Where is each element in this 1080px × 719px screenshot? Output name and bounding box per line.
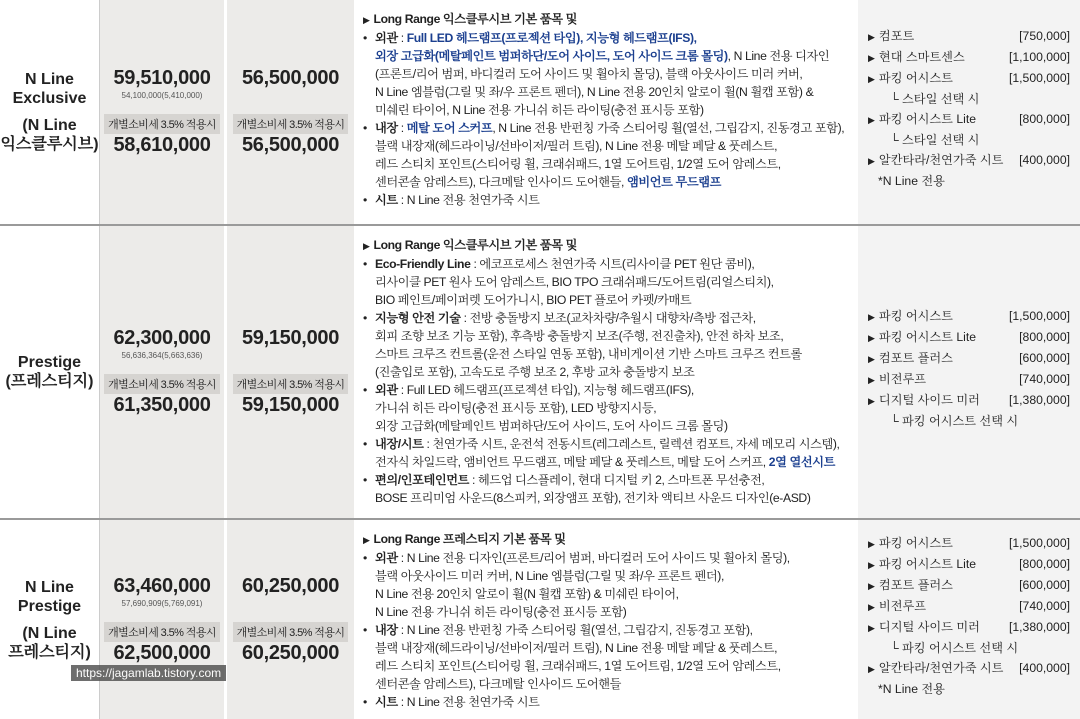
option-condition: └ 스타일 선택 시 [890, 92, 980, 106]
option-name-text: 파킹 어시스트 Lite [878, 557, 976, 571]
features-heading [363, 10, 850, 29]
price-column-base [100, 226, 226, 518]
feature-highlight: Full LED 헤드램프(프로젝션 타입), 지능형 헤드램프(IFS), [406, 31, 697, 45]
option-name-text: 비전루프 [878, 372, 927, 386]
option-item [868, 306, 1070, 327]
option-price: [1,500,000] [1009, 71, 1070, 85]
feature-line [375, 417, 850, 435]
feature-text: : N Line 전용 천연가죽 시트 [397, 695, 540, 709]
bullet-dot-icon: • [363, 623, 367, 637]
feature-text: 레드 스티치 포인트(스티어링 휠, 크래쉬패드, 1열 도어트림, 1/2열 도어 암레스트, [375, 659, 781, 673]
feature-text: BIO 페인트/페이퍼렛 도어가니시, BIO PET 플로어 카펫/카매트 [375, 293, 692, 307]
tax-applied-badge: 개별소비세 3.5% 적용시 [104, 622, 220, 642]
option-name [868, 575, 953, 596]
triangle-bullet-icon: ▶ [868, 156, 875, 166]
option-name [868, 150, 1003, 171]
option-note: *N Line 전용 [878, 682, 945, 696]
features-heading-text: Long Range 익스클루시브 기본 품목 및 [373, 12, 577, 26]
feature-line [375, 567, 850, 585]
option-name-text: 현대 스마트센스 [878, 50, 965, 64]
bullet-dot-icon: • [363, 121, 367, 135]
feature-key: 내장/시트 [375, 437, 424, 451]
subsidy-price-tax-applied: 56,500,000 [241, 134, 340, 156]
price-column-subsidy [227, 0, 354, 224]
feature-line [375, 399, 850, 417]
option-item [868, 617, 1070, 638]
option-name [868, 596, 926, 617]
trim-name-line: (프레스티지) [5, 373, 94, 390]
base-price: 63,460,000 [113, 574, 211, 597]
feature-line [375, 621, 850, 639]
feature-text: : 천연가죽 시트, 운전석 전동시트(레그레스트, 릴렉션 컴포트, 자세 메모리 시스템), [423, 437, 840, 451]
triangle-bullet-icon: ▶ [868, 560, 875, 570]
trim-row-n-line-exclusive [0, 0, 1080, 226]
trim-name [0, 226, 100, 518]
triangle-bullet-icon: ▶ [868, 396, 875, 406]
feature-line [375, 29, 850, 47]
feature-text: : 헤드업 디스플레이, 현대 디지털 키 2, 스마트폰 무선충전, [468, 473, 765, 487]
option-name [868, 369, 926, 390]
base-price-tax-applied: 62,500,000 [113, 641, 211, 664]
feature-key: 내장 [375, 623, 398, 637]
trim-name-line: (N Line [22, 117, 77, 134]
feature-item [363, 309, 850, 381]
feature-line [375, 65, 850, 83]
price-column-base [100, 520, 226, 719]
options-inner [868, 226, 1070, 431]
trim-row-n-line-prestige [0, 520, 1080, 719]
options-list [858, 226, 1080, 518]
feature-line [375, 345, 850, 363]
option-item [868, 150, 1070, 171]
feature-line [375, 137, 850, 155]
feature-item [363, 471, 850, 507]
option-price: [1,100,000] [1009, 50, 1070, 64]
feature-line [375, 173, 850, 191]
tax-applied-badge: 개별소비세 3.5% 적용시 [233, 622, 349, 642]
feature-text: : 전방 충돌방지 보조(교차차량/추월시 대향차/측방 접근차, [460, 311, 756, 325]
option-name [868, 348, 953, 369]
feature-text: : N Line 전용 반펀칭 가죽 스티어링 휠(열선, 그립감지, 진동경고 포함), [397, 623, 753, 637]
feature-line [375, 675, 850, 693]
feature-line [375, 471, 850, 489]
triangle-bullet-icon: ▶ [363, 15, 370, 25]
feature-line [375, 273, 850, 291]
subsidy-spacer [289, 351, 291, 360]
option-item [868, 575, 1070, 596]
option-item [868, 348, 1070, 369]
features-heading [363, 236, 850, 255]
bullet-dot-icon: • [363, 551, 367, 565]
feature-highlight: 2열 열선시트 [768, 455, 835, 469]
feature-text: 미쉐린 타이어, N Line 전용 가니쉬 히든 라이팅(충전 표시등 포함) [375, 103, 704, 117]
base-price: 62,300,000 [113, 327, 211, 349]
feature-key: 외관 [375, 31, 398, 45]
feature-item [363, 549, 850, 621]
triangle-bullet-icon: ▶ [363, 241, 370, 251]
option-item [868, 47, 1070, 68]
option-name [868, 554, 976, 575]
option-note: *N Line 전용 [878, 174, 945, 188]
feature-line [375, 291, 850, 309]
option-item [868, 596, 1070, 617]
feature-key: 지능형 안전 기술 [375, 311, 461, 325]
feature-text: 외장 고급화(메탈페인트 범퍼하단/도어 사이드, 도어 사이드 크롬 몰딩) [375, 419, 728, 433]
trim-name-line: 프레스티지) [8, 643, 91, 661]
feature-text: 레드 스티치 포인트(스티어링 휠, 크래쉬패드, 1열 도어트림, 1/2열 도어 암레스트, [375, 157, 781, 171]
triangle-bullet-icon: ▶ [868, 602, 875, 612]
option-name [868, 68, 953, 89]
option-price: [400,000] [1019, 153, 1070, 167]
feature-line [375, 603, 850, 621]
option-name-text: 디지털 사이드 미러 [878, 620, 980, 634]
option-name-text: 파킹 어시스트 Lite [878, 112, 976, 126]
option-item [868, 369, 1070, 390]
triangle-bullet-icon: ▶ [868, 74, 875, 84]
feature-text: , N Line 전용 반펀칭 가죽 스티어링 휠(열선, 그립감지, 진동경고 포함), [492, 121, 845, 135]
bullet-dot-icon: • [363, 473, 367, 487]
option-name-text: 비전루프 [878, 599, 927, 613]
feature-line [375, 639, 850, 657]
option-name-text: 알칸타라/천연가죽 시트 [878, 153, 1004, 167]
option-item [868, 68, 1070, 89]
feature-line [375, 155, 850, 173]
feature-item [363, 693, 850, 711]
feature-text: 리사이클 PET 원사 도어 암레스트, BIO TPO 크래쉬패드/도어트림(리얼스티치), [375, 275, 774, 289]
option-condition: └ 파킹 어시스트 선택 시 [890, 414, 1019, 428]
feature-text: 전자식 차일드락, 앰비언트 무드램프, 메탈 페달 & 풋레스트, 메탈 도어 스커프, [375, 455, 769, 469]
option-name-text: 디지털 사이드 미러 [878, 393, 980, 407]
feature-key: 내장 [375, 121, 398, 135]
triangle-bullet-icon: ▶ [868, 664, 875, 674]
trim-name-line: Prestige [17, 354, 82, 371]
triangle-bullet-icon: ▶ [868, 32, 875, 42]
trim-name-line: Exclusive [12, 90, 87, 107]
feature-item [363, 255, 850, 309]
subsidy-price: 60,250,000 [241, 574, 340, 597]
feature-text: 블랙 내장재(헤드라이닝/선바이저/필러 트림), N Line 전용 메탈 페달 & 풋레스트, [375, 139, 778, 153]
option-price: [800,000] [1019, 557, 1070, 571]
option-item [868, 658, 1070, 679]
subsidy-spacer [289, 91, 291, 100]
option-name [868, 109, 976, 130]
options-list [858, 0, 1080, 224]
feature-text: (프론트/리어 범퍼, 바디컬러 도어 사이드 및 휠아치 몰딩), 블랙 아웃사이드 미러 커버, [375, 67, 803, 81]
feature-key: 편의/인포테인먼트 [375, 473, 469, 487]
features-list [355, 226, 858, 518]
tax-applied-badge: 개별소비세 3.5% 적용시 [104, 374, 220, 394]
trim-name-line: (N Line [22, 624, 77, 642]
feature-text: N Line 전용 가니쉬 히든 라이팅(충전 표시등 포함) [375, 605, 627, 619]
feature-line [375, 453, 850, 471]
feature-text: 센터콘솔 암레스트), 다크메탈 인사이드 도어핸들 [375, 677, 622, 691]
features-list [355, 520, 858, 719]
tax-applied-badge: 개별소비세 3.5% 적용시 [233, 114, 349, 134]
features-heading-text: Long Range 익스클루시브 기본 품목 및 [373, 238, 577, 252]
subsidy-price: 59,150,000 [241, 327, 340, 349]
bullet-dot-icon: • [363, 31, 367, 45]
option-price: [750,000] [1019, 29, 1070, 43]
feature-text: BOSE 프리미엄 사운드(8스피커, 외장앰프 포함), 전기차 액티브 사운드 디자인(e-ASD) [375, 491, 811, 505]
feature-line [375, 327, 850, 345]
triangle-bullet-icon: ▶ [868, 581, 875, 591]
feature-line [375, 435, 850, 453]
feature-item [363, 435, 850, 471]
options-inner [868, 520, 1070, 699]
trim-name [0, 0, 100, 224]
feature-text: 가니쉬 히든 라이팅(충전 표시등 포함), LED 방향지시등, [375, 401, 657, 415]
option-item [868, 109, 1070, 130]
triangle-bullet-icon: ▶ [868, 115, 875, 125]
option-price: [800,000] [1019, 112, 1070, 126]
tax-applied-badge: 개별소비세 3.5% 적용시 [104, 114, 220, 134]
option-name [868, 533, 953, 554]
bullet-dot-icon: • [363, 257, 367, 271]
option-price: [1,500,000] [1009, 536, 1070, 550]
watermark-url: https://jagamlab.tistory.com [71, 665, 226, 681]
feature-item [363, 621, 850, 693]
option-item [868, 26, 1070, 47]
option-item [868, 554, 1070, 575]
feature-line [375, 381, 850, 399]
feature-text: : N Line 전용 디자인(프론트/리어 범퍼, 바디컬러 도어 사이드 및 휠아치 몰딩), [397, 551, 790, 565]
bullet-dot-icon: • [363, 311, 367, 325]
trim-name [0, 520, 100, 719]
base-price-breakdown: 54,100,000(5,410,000) [121, 91, 203, 100]
price-column-base [100, 0, 226, 224]
option-name [868, 617, 980, 638]
base-price-tax-applied: 61,350,000 [113, 394, 211, 416]
trim-name-line: N Line [25, 578, 74, 596]
feature-line [375, 489, 850, 507]
option-name [868, 26, 914, 47]
feature-item [363, 29, 850, 119]
features-list [355, 0, 858, 224]
trim-name-line: 익스클루시브) [0, 136, 99, 153]
bullet-dot-icon: • [363, 193, 367, 207]
feature-text: 블랙 아웃사이드 미러 커버, N Line 엠블럼(그릴 및 좌/우 프론트 펜더), [375, 569, 724, 583]
feature-text: , N Line 전용 디자인 [727, 49, 830, 63]
option-price: [740,000] [1019, 372, 1070, 386]
feature-item [363, 119, 850, 191]
feature-line [375, 191, 850, 209]
triangle-bullet-icon: ▶ [868, 53, 875, 63]
option-name-text: 파킹 어시스트 [878, 536, 953, 550]
feature-text: 스마트 크루즈 컨트롤(운전 스타일 연동 포함), 내비게이션 기반 스마트 크루즈 컨트롤 [375, 347, 802, 361]
option-price: [1,380,000] [1009, 620, 1070, 634]
feature-text: (진출입로 포함), 고속도로 주행 보조 2, 후방 교차 충돌방지 보조 [375, 365, 695, 379]
trim-name-line: N Line [25, 71, 74, 88]
triangle-bullet-icon: ▶ [868, 354, 875, 364]
option-name [868, 390, 980, 411]
feature-line [375, 693, 850, 711]
triangle-bullet-icon: ▶ [868, 333, 875, 343]
feature-text: 회피 조향 보조 기능 포함), 후측방 충돌방지 보조(주행, 전진출차), 안전 하차 보조, [375, 329, 784, 343]
bullet-dot-icon: • [363, 695, 367, 709]
feature-line [375, 101, 850, 119]
bullet-dot-icon: • [363, 383, 367, 397]
feature-text: : [397, 31, 407, 45]
feature-line [375, 657, 850, 675]
option-price: [600,000] [1019, 351, 1070, 365]
feature-line [375, 119, 850, 137]
option-price: [600,000] [1019, 578, 1070, 592]
option-item [868, 390, 1070, 411]
features-heading [363, 530, 850, 549]
features-heading-text: Long Range 프레스티지 기본 품목 및 [373, 532, 566, 546]
tax-applied-badge: 개별소비세 3.5% 적용시 [233, 374, 349, 394]
option-name-text: 컴포트 [878, 29, 915, 43]
feature-key: 외관 [375, 551, 398, 565]
base-price: 59,510,000 [113, 67, 211, 89]
feature-line [375, 83, 850, 101]
option-name-text: 컴포트 플러스 [878, 351, 953, 365]
feature-key: 외관 [375, 383, 398, 397]
feature-key: Eco-Friendly Line [375, 257, 471, 271]
option-condition: └ 파킹 어시스트 선택 시 [890, 641, 1019, 655]
feature-text: 센터콘솔 암레스트), 다크메탈 인사이드 도어핸들, [375, 175, 628, 189]
feature-line [375, 585, 850, 603]
option-name-text: 파킹 어시스트 [878, 71, 953, 85]
option-price: [1,500,000] [1009, 309, 1070, 323]
triangle-bullet-icon: ▶ [868, 539, 875, 549]
option-name-text: 컴포트 플러스 [878, 578, 953, 592]
subsidy-price-tax-applied: 59,150,000 [241, 394, 340, 416]
feature-text: : [397, 121, 407, 135]
subsidy-spacer [289, 599, 291, 608]
feature-key: 시트 [375, 193, 398, 207]
feature-item [363, 191, 850, 209]
feature-text: N Line 전용 20인치 알로이 휠(N 휠캡 포함) & 미쉐린 타이어, [375, 587, 679, 601]
option-name-text: 알칸타라/천연가죽 시트 [878, 661, 1004, 675]
base-price-breakdown: 57,690,909(5,769,091) [121, 598, 203, 608]
feature-highlight: 외장 고급화(메탈페인트 범퍼하단/도어 사이드, 도어 사이드 크롬 몰딩) [375, 49, 728, 63]
option-price: [400,000] [1019, 661, 1070, 675]
option-name [868, 658, 1003, 679]
option-name-text: 파킹 어시스트 Lite [878, 330, 976, 344]
triangle-bullet-icon: ▶ [868, 623, 875, 633]
feature-text: 블랙 내장재(헤드라이닝/선바이저/필러 트림), N Line 전용 메탈 페달 & 풋레스트, [375, 641, 778, 655]
trim-row-prestige [0, 226, 1080, 520]
feature-text: : 에코프로세스 천연가죽 시트(리사이클 PET 원단 콤비), [470, 257, 755, 271]
subsidy-price: 56,500,000 [241, 67, 340, 89]
options-list [858, 520, 1080, 719]
feature-text: N Line 엠블럼(그릴 및 좌/우 프론트 펜더), N Line 전용 20인치 알로이 휠(N 휠캡 포함) & [375, 85, 814, 99]
base-price-tax-applied: 58,610,000 [113, 134, 211, 156]
triangle-bullet-icon: ▶ [363, 535, 370, 545]
price-column-subsidy [227, 520, 354, 719]
subsidy-price-tax-applied: 60,250,000 [241, 641, 340, 664]
option-condition: └ 스타일 선택 시 [890, 133, 980, 147]
triangle-bullet-icon: ▶ [868, 312, 875, 322]
options-inner [868, 0, 1070, 191]
feature-highlight: 메탈 도어 스커프 [406, 121, 493, 135]
triangle-bullet-icon: ▶ [868, 375, 875, 385]
feature-text: : Full LED 헤드램프(프로젝션 타입), 지능형 헤드램프(IFS), [397, 383, 694, 397]
option-item [868, 327, 1070, 348]
feature-line [375, 549, 850, 567]
feature-text: : N Line 전용 천연가죽 시트 [397, 193, 540, 207]
option-name [868, 47, 965, 68]
feature-line [375, 47, 850, 65]
feature-line [375, 255, 850, 273]
feature-line [375, 363, 850, 381]
option-item [868, 533, 1070, 554]
feature-item [363, 381, 850, 435]
option-price: [1,380,000] [1009, 393, 1070, 407]
option-price: [740,000] [1019, 599, 1070, 613]
feature-key: 시트 [375, 695, 398, 709]
bullet-dot-icon: • [363, 437, 367, 451]
option-name-text: 파킹 어시스트 [878, 309, 953, 323]
trim-name-line: Prestige [17, 597, 82, 615]
base-price-breakdown: 56,636,364(5,663,636) [121, 351, 203, 360]
option-price: [800,000] [1019, 330, 1070, 344]
option-name [868, 327, 976, 348]
option-name [868, 306, 953, 327]
feature-highlight: 앰비언트 무드램프 [627, 175, 722, 189]
feature-line [375, 309, 850, 327]
price-column-subsidy [227, 226, 354, 518]
